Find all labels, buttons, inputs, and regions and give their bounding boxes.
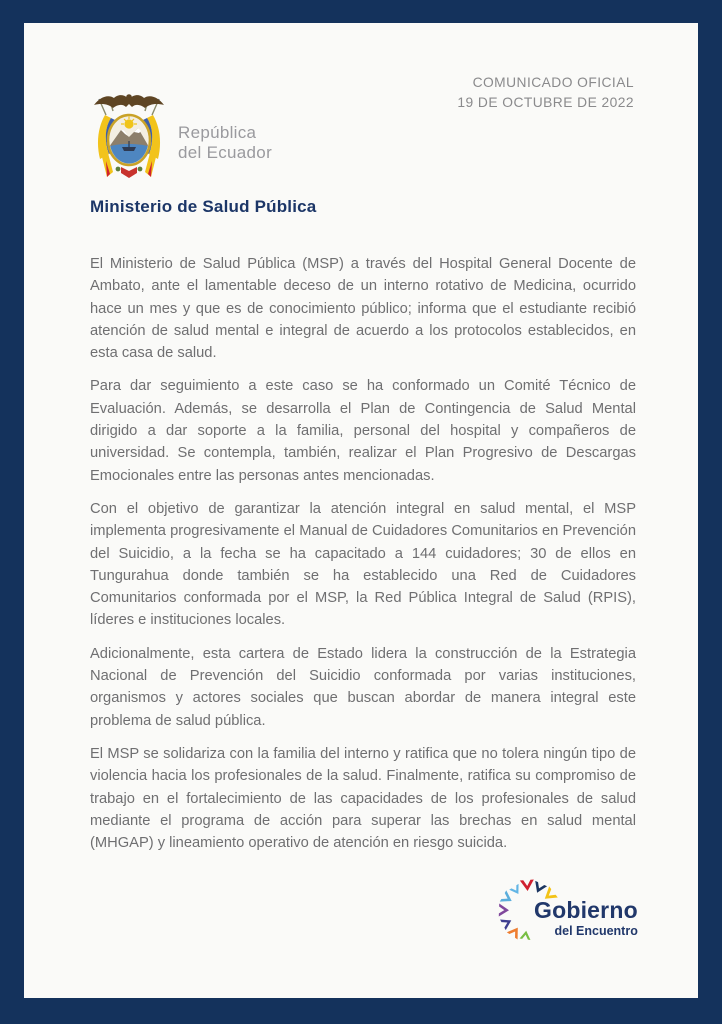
gobierno-logo — [496, 878, 642, 950]
communique-type: COMUNICADO OFICIAL — [472, 75, 634, 90]
gobierno-wordmark-line2: del Encuentro — [554, 924, 638, 938]
paragraph: Con el objetivo de garantizar la atención integral en salud mental, el MSP implementa progresivamente el Manual de Cuidadores Comunitarios en Prevención del Suicidio, a la fecha se ha capacitado a 144 cuidadores; 30 de ellos en Tungurahua donde también se ha establecido una Red de Cuidadores Comunitarios conformada por el MSP, la Red Pública Integral de Salud (RPIS), líderes e instituciones locales. — [90, 500, 636, 629]
communique-body — [90, 253, 636, 865]
communique-header — [457, 73, 634, 112]
republic-name-line1: República — [178, 123, 257, 142]
republic-name — [178, 123, 272, 163]
republic-brand — [90, 91, 272, 187]
communique-sheet — [24, 23, 698, 998]
paragraph: El Ministerio de Salud Pública (MSP) a través del Hospital General Docente de Ambato, ante el lamentable deceso de un interno rotativo de Medicina, ocurrido hace un mes y que es de conocimiento público; informa que el estudiante recibió atención de salud mental e integral de acuerdo a los protocolos establecidos, en esta casa de salud. — [90, 256, 636, 362]
republic-name-line2: del Ecuador — [178, 143, 273, 162]
ecuador-coat-of-arms-icon — [90, 91, 168, 187]
gobierno-wordmark — [534, 898, 638, 939]
paragraph: El MSP se solidariza con la familia del interno y ratifica que no tolera ningún tipo de violencia hacia los profesionales de la salud. Finalmente, ratifica su compromiso de trabajo en el fortalecimiento de las capacidades de los profesionales de salud mediante el programa de acción para superar las brechas en salud mental (MHGAP) y lineamiento operativo de atención en riesgo suicida. — [90, 745, 636, 852]
header — [90, 71, 634, 187]
paragraph: Para dar seguimiento a este caso se ha conformado un Comité Técnico de Evaluación. Además, se desarrolla el Plan de Contingencia de Salud Mental dirigido a dar soporte a la familia, personal del hospital y compañeros de universidad. Se contempla, también, realizar el Plan Progresivo de Descargas Emocionales entre las personas antes mencionadas. — [90, 378, 636, 484]
paragraph: Adicionalmente, esta cartera de Estado lidera la construcción de la Estrategia Nacional de Prevención del Suicidio conformada por varias instituciones, organismos y actores sociales que buscan abordar de manera integral este problema de salud pública. — [90, 645, 636, 729]
gobierno-wordmark-line1: Gobierno — [534, 897, 638, 923]
page-title: Ministerio de Salud Pública — [90, 197, 317, 216]
communique-date: 19 DE OCTUBRE DE 2022 — [457, 94, 634, 110]
